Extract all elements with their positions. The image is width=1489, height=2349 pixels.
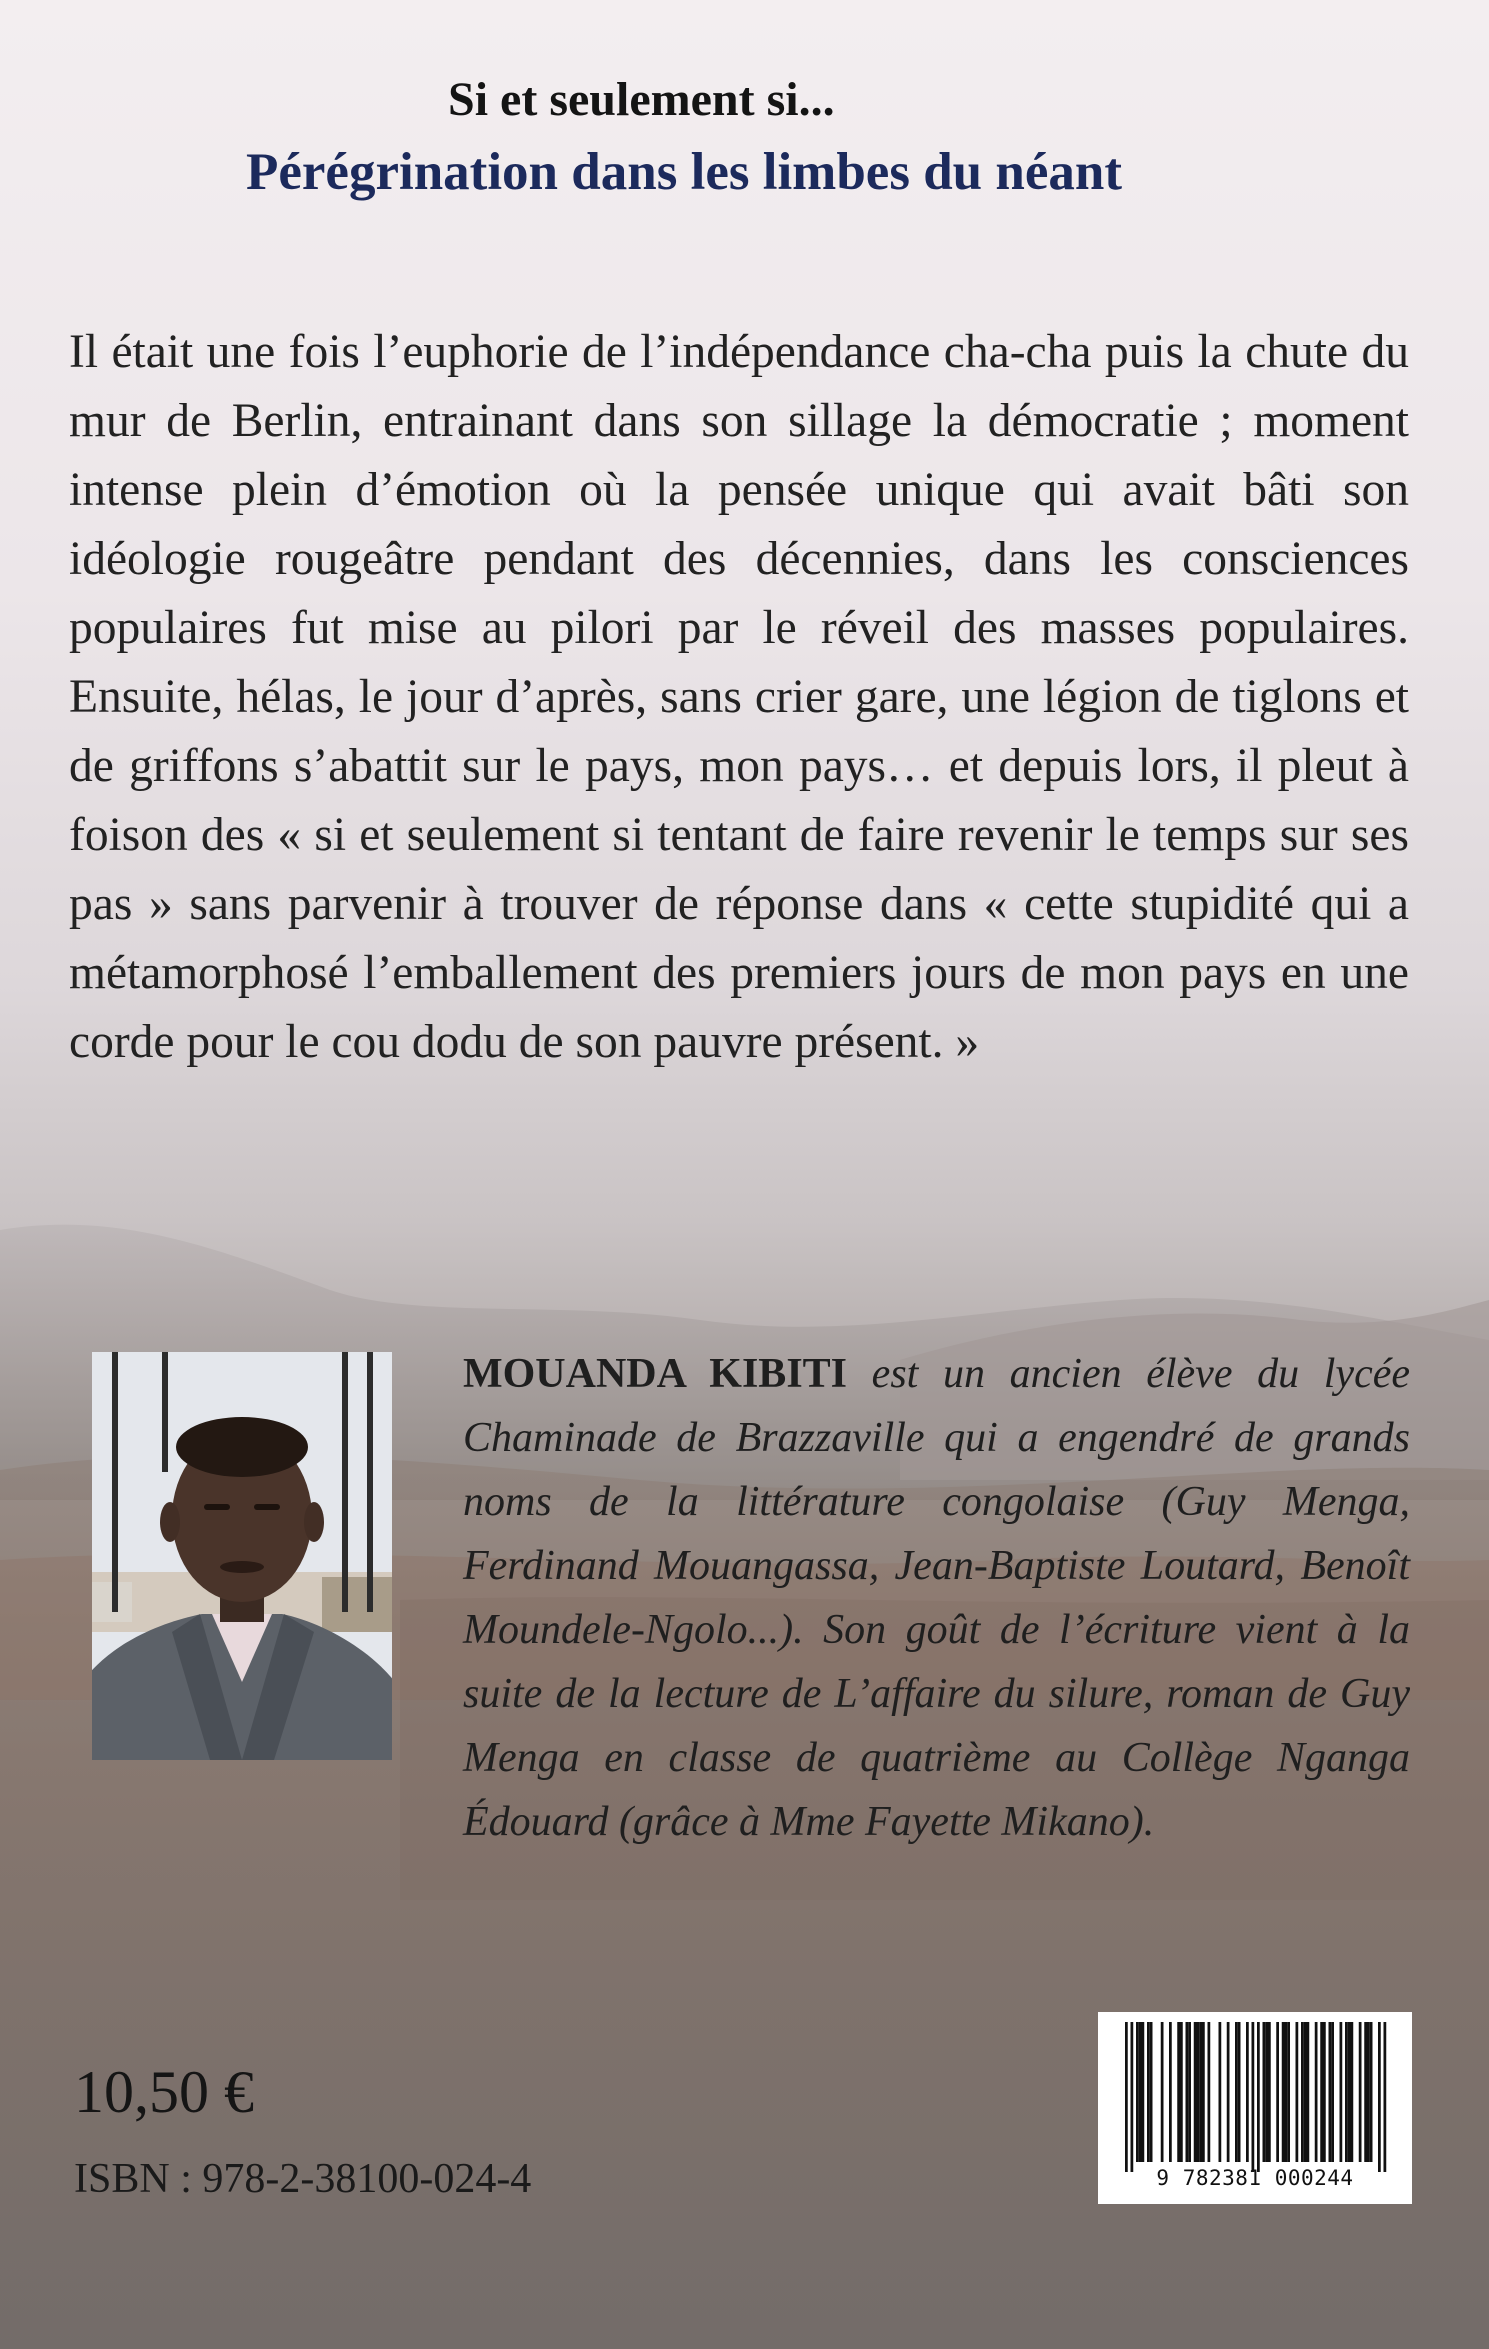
barcode-bar bbox=[1208, 2022, 1211, 2162]
barcode-bar bbox=[1378, 2022, 1381, 2172]
barcode-bar bbox=[1197, 2022, 1200, 2162]
barcode-bar bbox=[1235, 2022, 1238, 2162]
barcode-bar bbox=[1307, 2022, 1310, 2162]
barcode-bar bbox=[1202, 2022, 1205, 2162]
barcode-bar bbox=[1265, 2022, 1268, 2162]
barcode-bar bbox=[1323, 2022, 1326, 2162]
barcode-bar bbox=[1125, 2022, 1128, 2172]
barcode-bar bbox=[1263, 2022, 1266, 2162]
author-photo bbox=[92, 1352, 392, 1760]
barcode-bar bbox=[1131, 2022, 1134, 2172]
barcode-bar bbox=[1359, 2022, 1362, 2162]
barcode-bar bbox=[1246, 2022, 1249, 2162]
barcode-bar bbox=[1282, 2022, 1285, 2162]
author-bio-text: est un ancien élève du lycée Chaminade de Brazzaville qui a engendré de grands noms de la littérature congolaise (Guy Menga, Ferdinand Mouangassa, Jean-Baptiste Loutard, Benoît Moundele-Ngolo...). Son goût de l’écriture vient à la suite de la lecture de L’affaire du silure, roman de Guy Menga en classe de quatrième au Collège Nganga Édouard (grâce à Mme Fayette Mikano). bbox=[463, 1351, 1410, 1845]
back-cover-blurb: Il était une fois l’euphorie de l’indépendance cha-cha puis la chute du mur de Berlin, entrainant dans son sillage la démocratie ; moment intense plein d’émotion où la pensée unique qui avait bâti son idéologie rougeâtre pendant des décennies, dans les consciences populaires fut mise au pilori par le réveil des masses populaires. Ensuite, hélas, le jour d’après, sans crier gare, une légion de tiglons et de griffons s’abattit sur le pays, mon pays… et depuis lors, il pleut à foison des « si et seulement si tentant de faire revenir le temps sur ses pas » sans parvenir à trouver de réponse dans « cette stupidité qui a métamorphosé l’emballement des premiers jours de mon pays en une corde pour le cou dodu de son pauvre présent. » bbox=[69, 326, 1409, 1068]
barcode-bar bbox=[1370, 2022, 1373, 2162]
barcode-bar bbox=[1367, 2022, 1370, 2162]
barcode-bar bbox=[1194, 2022, 1197, 2162]
barcode-bar bbox=[1161, 2022, 1164, 2162]
barcode-bar bbox=[1219, 2022, 1222, 2162]
barcode-bar bbox=[1252, 2022, 1255, 2172]
author-bio bbox=[463, 1342, 1410, 1854]
barcode-bar bbox=[1364, 2022, 1367, 2162]
barcode-bar bbox=[1329, 2022, 1332, 2162]
isbn: ISBN : 978-2-38100-024-4 bbox=[74, 2156, 532, 2202]
barcode-bar bbox=[1301, 2022, 1304, 2162]
book-subtitle: Pérégrination dans les limbes du néant bbox=[246, 143, 1123, 201]
barcode-bar bbox=[1147, 2022, 1150, 2162]
barcode-bar bbox=[1136, 2022, 1139, 2162]
barcode-bar bbox=[1186, 2022, 1189, 2162]
author-name: MOUANDA KIBITI bbox=[463, 1351, 848, 1397]
barcode-bar bbox=[1142, 2022, 1145, 2162]
barcode-bar bbox=[1188, 2022, 1191, 2162]
barcode-bar bbox=[1276, 2022, 1279, 2162]
barcode-bar bbox=[1257, 2022, 1260, 2172]
barcode-bar bbox=[1199, 2022, 1202, 2162]
barcode-bar bbox=[1351, 2022, 1354, 2162]
barcode-bar bbox=[1331, 2022, 1334, 2162]
barcode-bar bbox=[1287, 2022, 1290, 2162]
barcode-bar bbox=[1320, 2022, 1323, 2162]
barcode-bar bbox=[1169, 2022, 1172, 2162]
barcode-bar bbox=[1285, 2022, 1288, 2162]
price: 10,50 € bbox=[74, 2059, 254, 2125]
barcode-bar bbox=[1296, 2022, 1299, 2162]
barcode-bar bbox=[1180, 2022, 1183, 2162]
barcode-bar bbox=[1238, 2022, 1241, 2162]
barcode-bar bbox=[1315, 2022, 1318, 2162]
barcode-bar bbox=[1150, 2022, 1153, 2162]
barcode-bar bbox=[1345, 2022, 1348, 2162]
barcode-bar bbox=[1227, 2022, 1230, 2162]
barcode-bar bbox=[1177, 2022, 1180, 2162]
barcode bbox=[1098, 2012, 1412, 2204]
barcode-digits: 9 782381 000244 bbox=[1156, 2166, 1354, 2190]
barcode-bar bbox=[1348, 2022, 1351, 2162]
barcode-bar bbox=[1384, 2022, 1387, 2172]
book-title: Si et seulement si... bbox=[448, 73, 835, 126]
barcode-bar bbox=[1340, 2022, 1343, 2162]
barcode-bar bbox=[1139, 2022, 1142, 2162]
barcode-bar bbox=[1304, 2022, 1307, 2162]
barcode-bar bbox=[1268, 2022, 1271, 2162]
